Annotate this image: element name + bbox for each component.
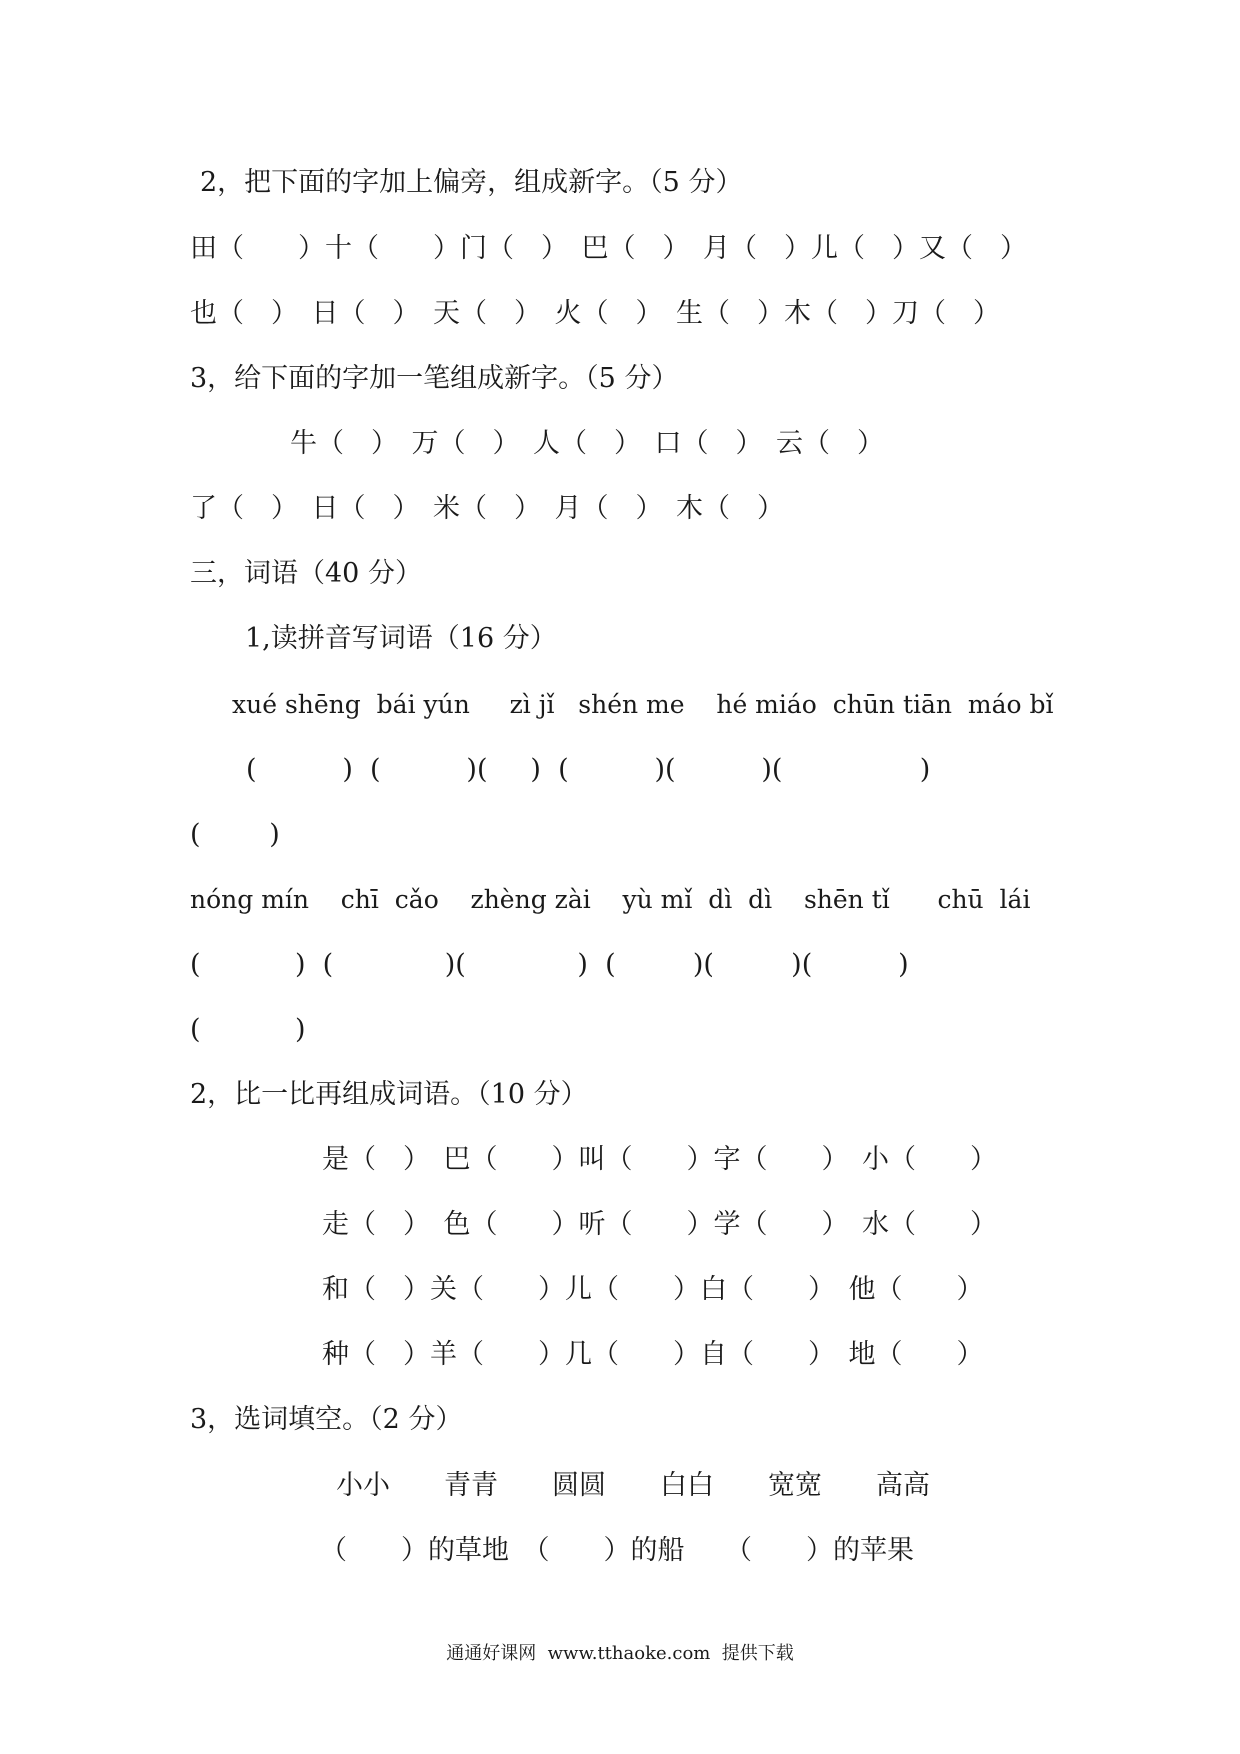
word-options: 小小 青青 圆圆 白白 宽宽 高高 [336, 1470, 930, 1501]
vocab-question-1-title: 1,读拼音写词语（16 分） [245, 623, 557, 654]
section-3-heading: 三，词语（40 分） [190, 558, 422, 589]
question-2-row-2: 也（ ） 日（ ） 天（ ） 火（ ） 生（ ）木（ ）刀（ ） [190, 298, 1000, 329]
question-3-row-1: 牛（ ） 万（ ） 人（ ） 口（ ） 云（ ） [290, 428, 884, 459]
blank-row-1: ( ) ( )( ) ( )( )( ) [246, 754, 931, 785]
fill-in-blanks: （ ）的草地 （ ）的船 （ ）的苹果 [320, 1535, 914, 1566]
blank-row-1-continued: ( ) [190, 819, 280, 850]
blank-row-2: ( ) ( )( ) ( )( )( ) [190, 949, 909, 980]
question-3-row-2: 了（ ） 日（ ） 米（ ） 月（ ） 木（ ） [190, 493, 784, 524]
vocab-question-2-title: 2，比一比再组成词语。（10 分） [190, 1079, 588, 1110]
compare-row-4: 种（ ）羊（ ）几（ ）自（ ） 地（ ） [322, 1339, 984, 1370]
question-3-title: 3，给下面的字加一笔组成新字。（5 分） [190, 363, 679, 394]
pinyin-row-1: xué shēng bái yún zì jǐ shén me hé miáo chūn tiān máo bǐ [232, 690, 1054, 719]
vocab-question-3-title: 3，选词填空。（2 分） [190, 1404, 463, 1435]
blank-row-2-continued: ( ) [190, 1014, 306, 1045]
footer-credit: 通通好课网 www.tthaoke.com 提供下载 [446, 1643, 794, 1664]
question-2-title: 2，把下面的字加上偏旁，组成新字。（5 分） [200, 167, 743, 198]
compare-row-2: 走（ ） 色（ ）听（ ）学（ ） 水（ ） [322, 1209, 997, 1240]
compare-row-1: 是（ ） 巴（ ）叫（ ）字（ ） 小（ ） [322, 1144, 997, 1175]
pinyin-row-2: nóng mín chī cǎo zhèng zài yù mǐ dì dì shēn tǐ chū lái [190, 885, 1031, 914]
question-2-row-1: 田（ ）十（ ）门（ ） 巴（ ） 月（ ）儿（ ）又（ ） [190, 233, 1027, 264]
compare-row-3: 和（ ）关（ ）儿（ ）白（ ） 他（ ） [322, 1274, 984, 1305]
